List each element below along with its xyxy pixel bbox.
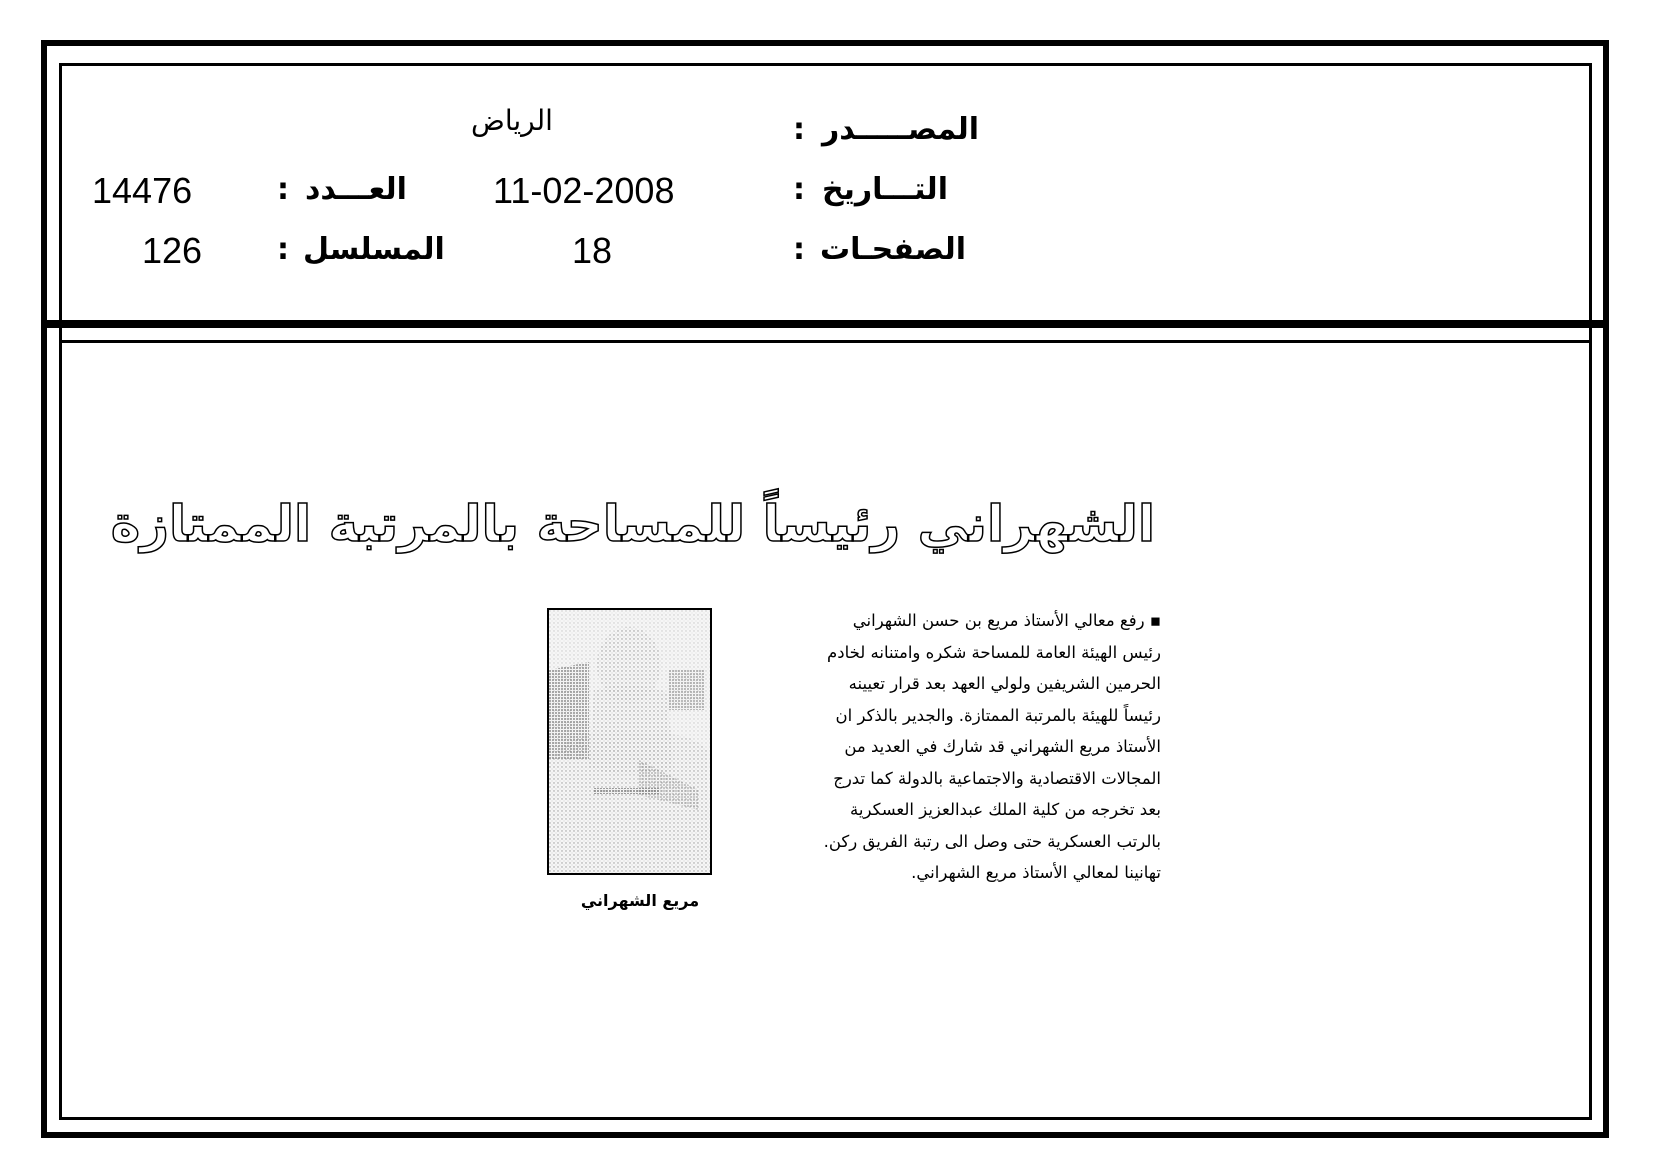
article-line: بعد تخرجه من كلية الملك عبدالعزيز العسكرية bbox=[850, 800, 1161, 819]
pages-label: الصفحـات bbox=[820, 232, 966, 267]
source-value: الرياض bbox=[471, 104, 553, 137]
header-divider-thin bbox=[59, 340, 1592, 343]
article-line: بالرتب العسكرية حتى وصل الى رتبة الفريق ركن. bbox=[823, 831, 1161, 851]
serial-colon: : bbox=[277, 232, 289, 267]
pages-value: 18 bbox=[572, 230, 613, 271]
header-divider bbox=[47, 320, 1603, 328]
article-line: رئيس الهيئة العامة للمساحة شكره وامتنانه لخادم bbox=[827, 642, 1161, 662]
portrait-photo bbox=[547, 608, 712, 875]
issue-value: 14476 bbox=[92, 170, 193, 211]
source-label: المصـــــدر bbox=[822, 112, 980, 147]
source-colon: : bbox=[793, 112, 805, 147]
date-label: التـــاريخ bbox=[822, 172, 948, 207]
article-headline: الشهراني رئيساً للمساحة بالمرتبة الممتازة bbox=[110, 495, 1155, 553]
date-value: 11-02-2008 bbox=[493, 170, 675, 211]
article-line: رئيساً للهيئة بالمرتبة الممتازة. والجدير بالذكر ان bbox=[835, 705, 1161, 725]
article-line: الأستاذ مريع الشهراني قد شارك في العديد من bbox=[844, 737, 1161, 756]
article-line: ▪ رفع معالي الأستاذ مريع بن حسن الشهراني bbox=[852, 611, 1161, 630]
article-body bbox=[756, 605, 1161, 889]
article-line: الحرمين الشريفين ولولي العهد بعد قرار تعيينه bbox=[848, 674, 1161, 693]
date-colon: : bbox=[793, 172, 805, 207]
article-line: تهانينا لمعالي الأستاذ مريع الشهراني. bbox=[911, 863, 1161, 882]
issue-colon: : bbox=[277, 172, 289, 207]
issue-label: العـــدد bbox=[305, 172, 407, 207]
pages-colon: : bbox=[793, 232, 805, 267]
serial-value: 126 bbox=[142, 230, 203, 271]
photo-caption: مريع الشهراني bbox=[580, 891, 700, 910]
serial-label: المسلسل bbox=[303, 232, 445, 267]
article-line: المجالات الاقتصادية والاجتماعية بالدولة كما تدرج bbox=[833, 768, 1161, 788]
inner-border bbox=[59, 63, 1592, 1120]
